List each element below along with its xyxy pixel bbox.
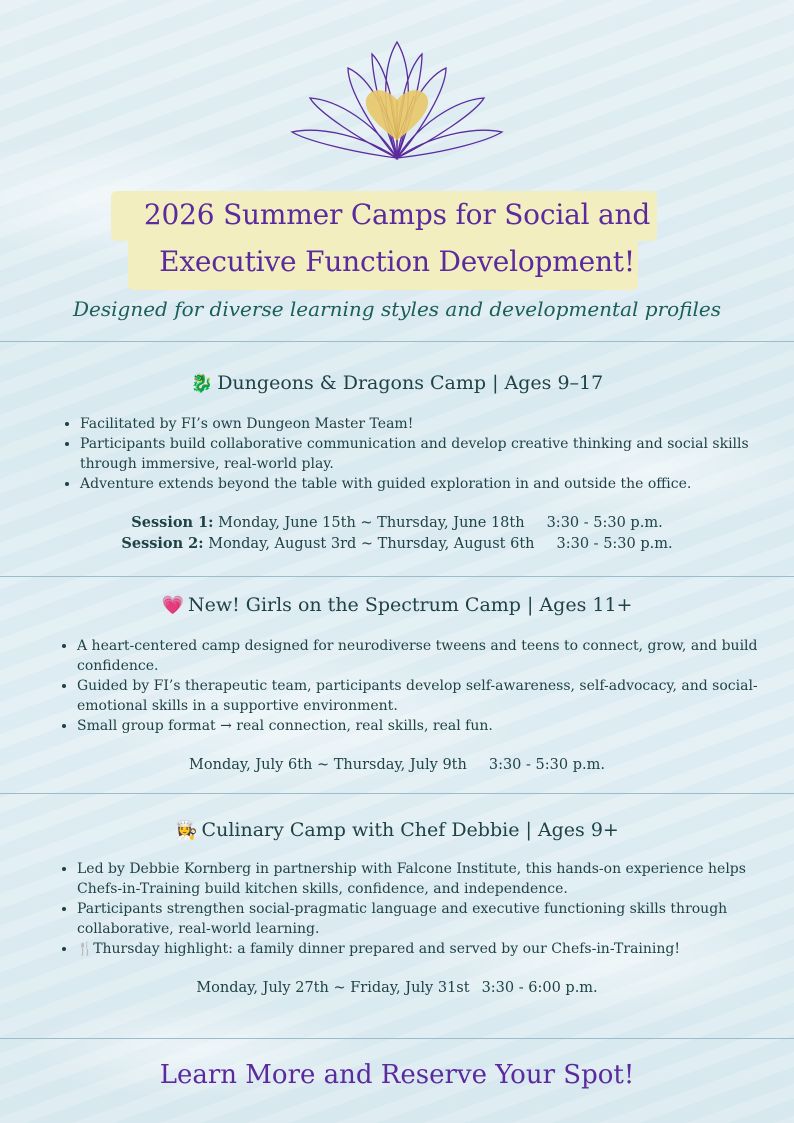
section-divider	[0, 1038, 794, 1039]
camp-bullets-girls	[55, 636, 787, 736]
camp-bullets-culinary	[55, 859, 792, 960]
section-divider	[0, 793, 794, 794]
camp-heading-culinary: 👩‍🍳 Culinary Camp with Chef Debbie | Ages 9+	[175, 819, 619, 841]
chef-icon: 👩‍🍳	[175, 820, 198, 841]
camp-heading-girls: 💗 New! Girls on the Spectrum Camp | Ages 11+	[161, 594, 633, 616]
section-divider	[0, 576, 794, 577]
schedule-girls: Monday, July 6th ~ Thursday, July 9th 3:30 - 5:30 p.m.	[189, 757, 605, 773]
list-item: • Adventure extends beyond the table with guided exploration in and outside the office.	[80, 474, 780, 494]
page-subtitle: Designed for diverse learning styles and developmental profiles	[72, 297, 722, 321]
sparkling-heart-icon: 💗	[161, 595, 184, 616]
page-title-line1: 2026 Summer Camps for Social and	[143, 198, 651, 231]
list-item: • Guided by FI’s therapeutic team, participants develop self-awareness, self-advocacy, and social-emotional skills in a supportive environment.	[77, 676, 787, 716]
section-divider	[0, 341, 794, 342]
camp-bullets-dnd	[58, 414, 780, 494]
schedule-culinary: Monday, July 27th ~ Friday, July 31st 3:30 - 6:00 p.m.	[196, 980, 598, 996]
session-2: Session 2: Monday, August 3rd ~ Thursday, August 6th 3:30 - 5:30 p.m.	[121, 535, 673, 552]
list-item: • Participants build collaborative communication and develop creative thinking and social skills through immersive, real-world play.	[80, 434, 780, 474]
session-1: Session 1: Monday, June 15th ~ Thursday, June 18th 3:30 - 5:30 p.m.	[131, 514, 663, 531]
lotus-heart-logo	[290, 40, 504, 162]
list-item: • Participants strengthen social-pragmatic language and executive functioning skills through collaborative, real-world learning.	[77, 899, 792, 939]
list-item: • 🍴Thursday highlight: a family dinner prepared and served by our Chefs-in-Training!	[77, 939, 792, 960]
page-title-line2: Executive Function Development!	[159, 245, 635, 278]
list-item: • A heart-centered camp designed for neurodiverse tweens and teens to connect, grow, and build confidence.	[77, 636, 787, 676]
camp-heading-dnd: 🐉 Dungeons & Dragons Camp | Ages 9–17	[190, 372, 604, 394]
cta-text[interactable]: Learn More and Reserve Your Spot!	[159, 1060, 635, 1090]
dragon-icon: 🐉	[190, 373, 214, 394]
fork-and-knife-icon: 🍴	[77, 942, 94, 957]
list-item: • Small group format → real connection, real skills, real fun.	[77, 716, 787, 736]
list-item: • Facilitated by FI’s own Dungeon Master Team!	[80, 414, 780, 434]
list-item: • Led by Debbie Kornberg in partnership with Falcone Institute, this hands-on experience helps Chefs-in-Training build kitchen skills, confidence, and independence.	[77, 859, 792, 899]
